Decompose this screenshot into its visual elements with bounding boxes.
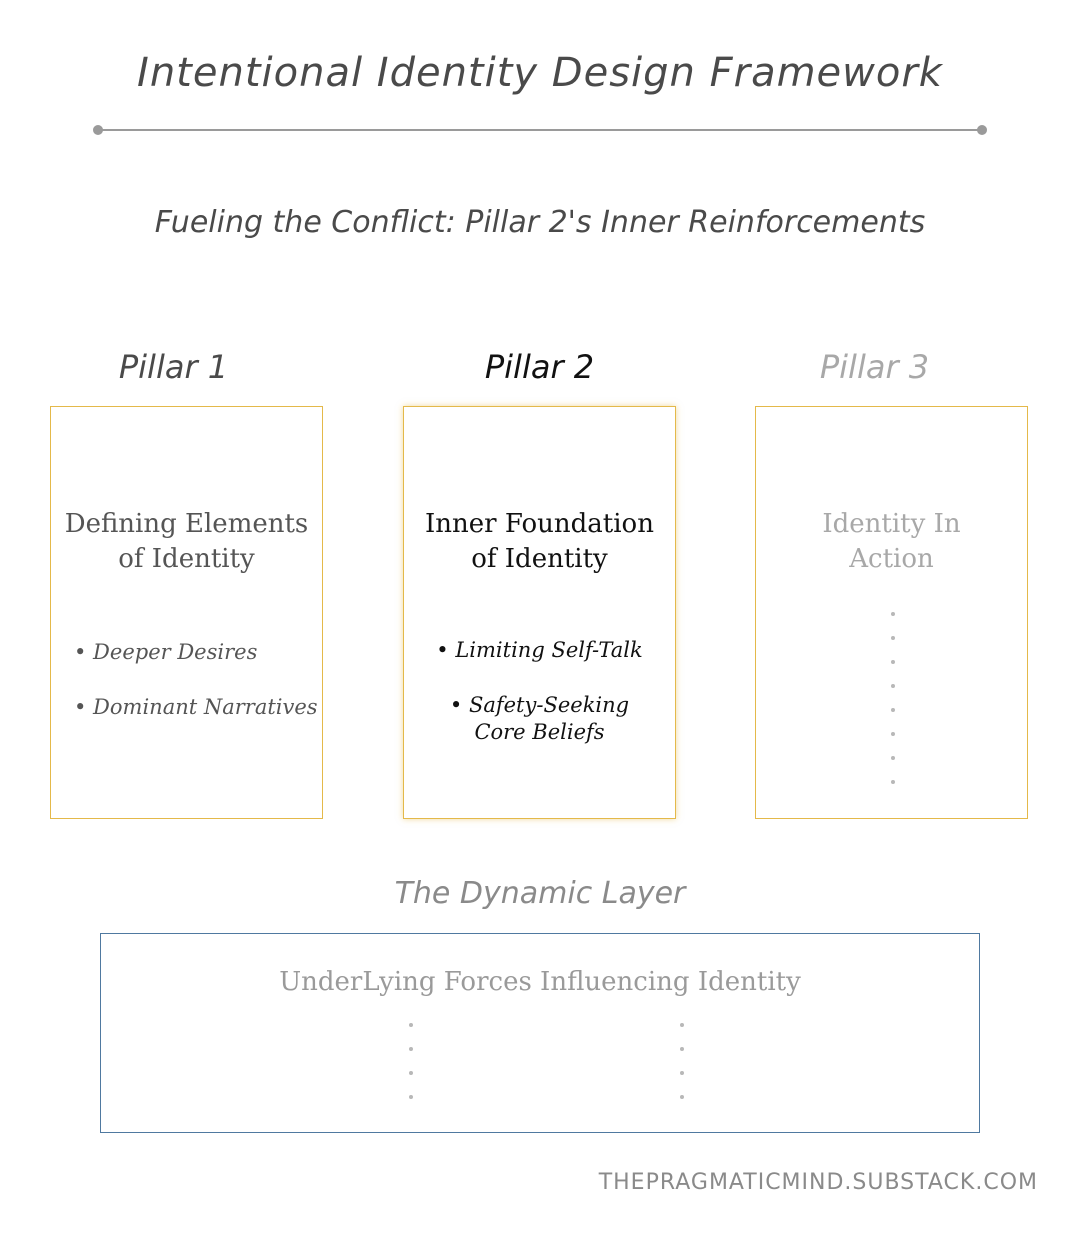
footer-site-url[interactable]: THEPRAGMATICMIND.SUBSTACK.COM (598, 1170, 1038, 1195)
pillar-3-title-line1: Identity In (822, 509, 961, 539)
pillar-1-title-line2: of Identity (118, 544, 255, 574)
pillar-2-bullets (404, 637, 675, 774)
pillar-2-label: Pillar 2 (484, 348, 595, 386)
dynamic-layer-box (100, 933, 980, 1133)
pillar-1-card (50, 406, 323, 819)
pillar-2-title-line2: of Identity (471, 544, 608, 574)
pillar-1-bullets (51, 639, 322, 749)
pillar-2-title (404, 507, 675, 577)
pillar-1-bullet-2: • Dominant Narratives (74, 695, 318, 719)
pillar-3-label: Pillar 3 (819, 348, 930, 386)
pillar-2-card (403, 406, 676, 819)
page-subtitle: Fueling the Conflict: Pillar 2's Inner Reinforcements (154, 205, 926, 240)
pillar-1-bullet-1: • Deeper Desires (74, 640, 258, 664)
pillar-3-ellipsis-dots (891, 612, 895, 804)
pillar-3-card (755, 406, 1028, 819)
title-divider (97, 129, 983, 131)
pillar-1-title-line1: Defining Elements (64, 509, 309, 539)
pillar-3-title-line2: Action (849, 544, 934, 574)
divider-right-dot (977, 125, 987, 135)
page-title: Intentional Identity Design Framework (137, 50, 943, 96)
pillar-3-title (756, 507, 1027, 577)
pillar-2-title-line1: Inner Foundation (425, 509, 654, 539)
pillar-1-label: Pillar 1 (118, 348, 229, 386)
dynamic-layer-title: The Dynamic Layer (394, 876, 686, 911)
divider-left-dot (93, 125, 103, 135)
pillar-1-title (51, 507, 322, 577)
dynamic-layer-left-dots (409, 1023, 413, 1119)
dynamic-layer-right-dots (680, 1023, 684, 1119)
dynamic-layer-box-title: UnderLying Forces Influencing Identity (279, 967, 801, 997)
pillar-2-bullet-1: • Limiting Self-Talk (436, 638, 643, 662)
pillar-2-bullet-2: • Safety-Seeking Core Beliefs (449, 693, 630, 744)
